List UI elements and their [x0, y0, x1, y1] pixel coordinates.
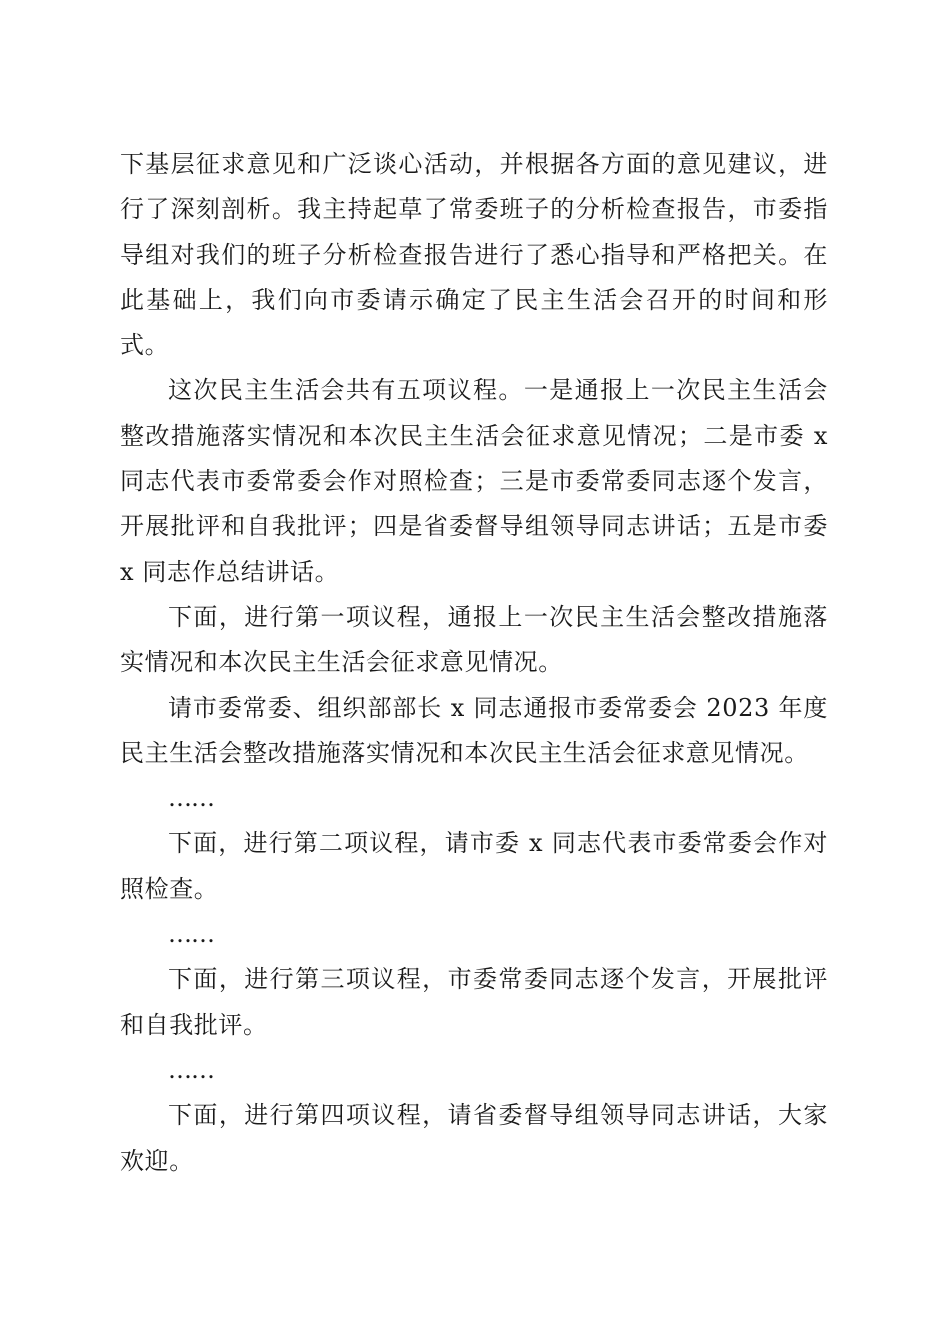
- ellipsis-3: ……: [168, 1055, 214, 1084]
- paragraph-report-request: 请市委常委、组织部部长 x 同志通报市委常委会 2023 年度民主生活会整改措施落实情况和本次民主生活会征求意见情况。: [120, 693, 828, 767]
- paragraph-agenda-overview: 这次民主生活会共有五项议程。一是通报上一次民主生活会整改措施落实情况和本次民主生活会征求意见情况；二是市委 x 同志代表市委常委会作对照检查；三是市委常委同志逐个发言，开展批评和自我批评；四是省委督导组领导同志讲话；五是市委 x 同志作总结讲话。: [120, 376, 828, 586]
- ellipsis-2: ……: [168, 920, 214, 949]
- paragraph-agenda-item-2: 下面，进行第二项议程，请市委 x 同志代表市委常委会作对照检查。: [120, 829, 828, 903]
- document-body: [120, 142, 828, 1184]
- paragraph-agenda-item-3: 下面，进行第三项议程，市委常委同志逐个发言，开展批评和自我批评。: [120, 965, 828, 1039]
- paragraph-agenda-item-1: 下面，进行第一项议程，通报上一次民主生活会整改措施落实情况和本次民主生活会征求意见情况。: [120, 602, 828, 677]
- paragraph-continuation: 下基层征求意见和广泛谈心活动，并根据各方面的意见建议，进行了深刻剖析。我主持起草了常委班子的分析检查报告，市委指导组对我们的班子分析检查报告进行了悉心指导和严格把关。在此基础上，我们向市委请示确定了民主生活会召开的时间和形式。: [120, 150, 828, 360]
- ellipsis-1: ……: [168, 784, 214, 813]
- paragraph-agenda-item-4: 下面，进行第四项议程，请省委督导组领导同志讲话，大家欢迎。: [120, 1101, 828, 1175]
